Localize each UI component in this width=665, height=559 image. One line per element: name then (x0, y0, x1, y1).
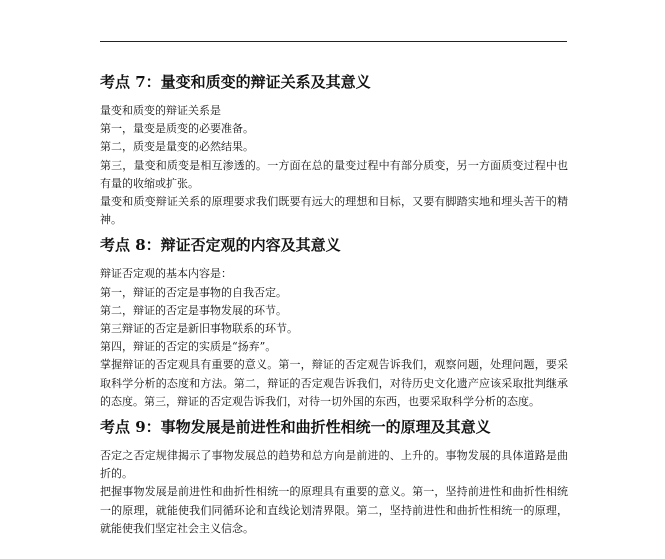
paragraph: 掌握辩证的否定观具有重要的意义。第一，辩证的否定观告诉我们，观察问题，处理问题，要采取科学分析的态度和方法。第二，辩证的否定观告诉我们，对待历史文化遗产应该采取批判继承的态度。第三，辩证的否定观告诉我们，对待一切外国的东西，也要采取科学分析的态度。 (100, 358, 568, 408)
paragraph: 量变和质变辩证关系的原理要求我们既要有远大的理想和目标，又要有脚踏实地和埋头苦干的精神。 (100, 195, 568, 227)
paragraph: 辩证否定观的基本内容是： (100, 267, 232, 281)
paragraph: 量变和质变的辩证关系是 (100, 104, 221, 117)
paragraph: 第三，量变和质变是相互渗透的。一方面在总的量变过程中有部分质变，另一方面质变过程中也有量的收缩或扩张。 (100, 158, 568, 190)
section-kaodian-8 (100, 235, 568, 411)
paragraph: 第一，辩证的否定是事物的自我否定。 (100, 285, 287, 299)
paragraph: 第二，质变是量变的必然结果。 (100, 140, 254, 154)
section-heading: 考点 7：量变和质变的辩证关系及其意义 (100, 73, 371, 91)
section-heading: 考点 9：事物发展是前进性和曲折性相统一的原理及其意义 (100, 418, 491, 437)
header-rule (100, 41, 567, 42)
paragraph: 第一，量变是质变的必要准备。 (100, 122, 254, 136)
paragraph: 第四，辩证的否定的实质是“扬弃”。 (100, 340, 277, 354)
section-heading: 考点 8：辩证否定观的内容及其意义 (100, 236, 341, 255)
section-kaodian-7 (100, 72, 568, 229)
paragraph: 第二，辩证的否定是事物发展的环节。 (100, 303, 287, 317)
paragraph: 第三辩证的否定是新旧事物联系的环节。 (100, 322, 298, 336)
section-kaodian-9 (100, 417, 568, 538)
paragraph: 把握事物发展是前进性和曲折性相统一的原理具有重要的意义。第一，坚持前进性和曲折性相统一的原理，就能使我们同循环论和直线论划清界限。第二，坚持前进性和曲折性相统一的原理，就能使我们坚定社会主义信念。 (100, 485, 568, 535)
document-body (100, 72, 568, 538)
paragraph: 否定之否定规律揭示了事物发展总的趋势和总方向是前进的、上升的。事物发展的具体道路是曲折的。 (100, 449, 568, 481)
